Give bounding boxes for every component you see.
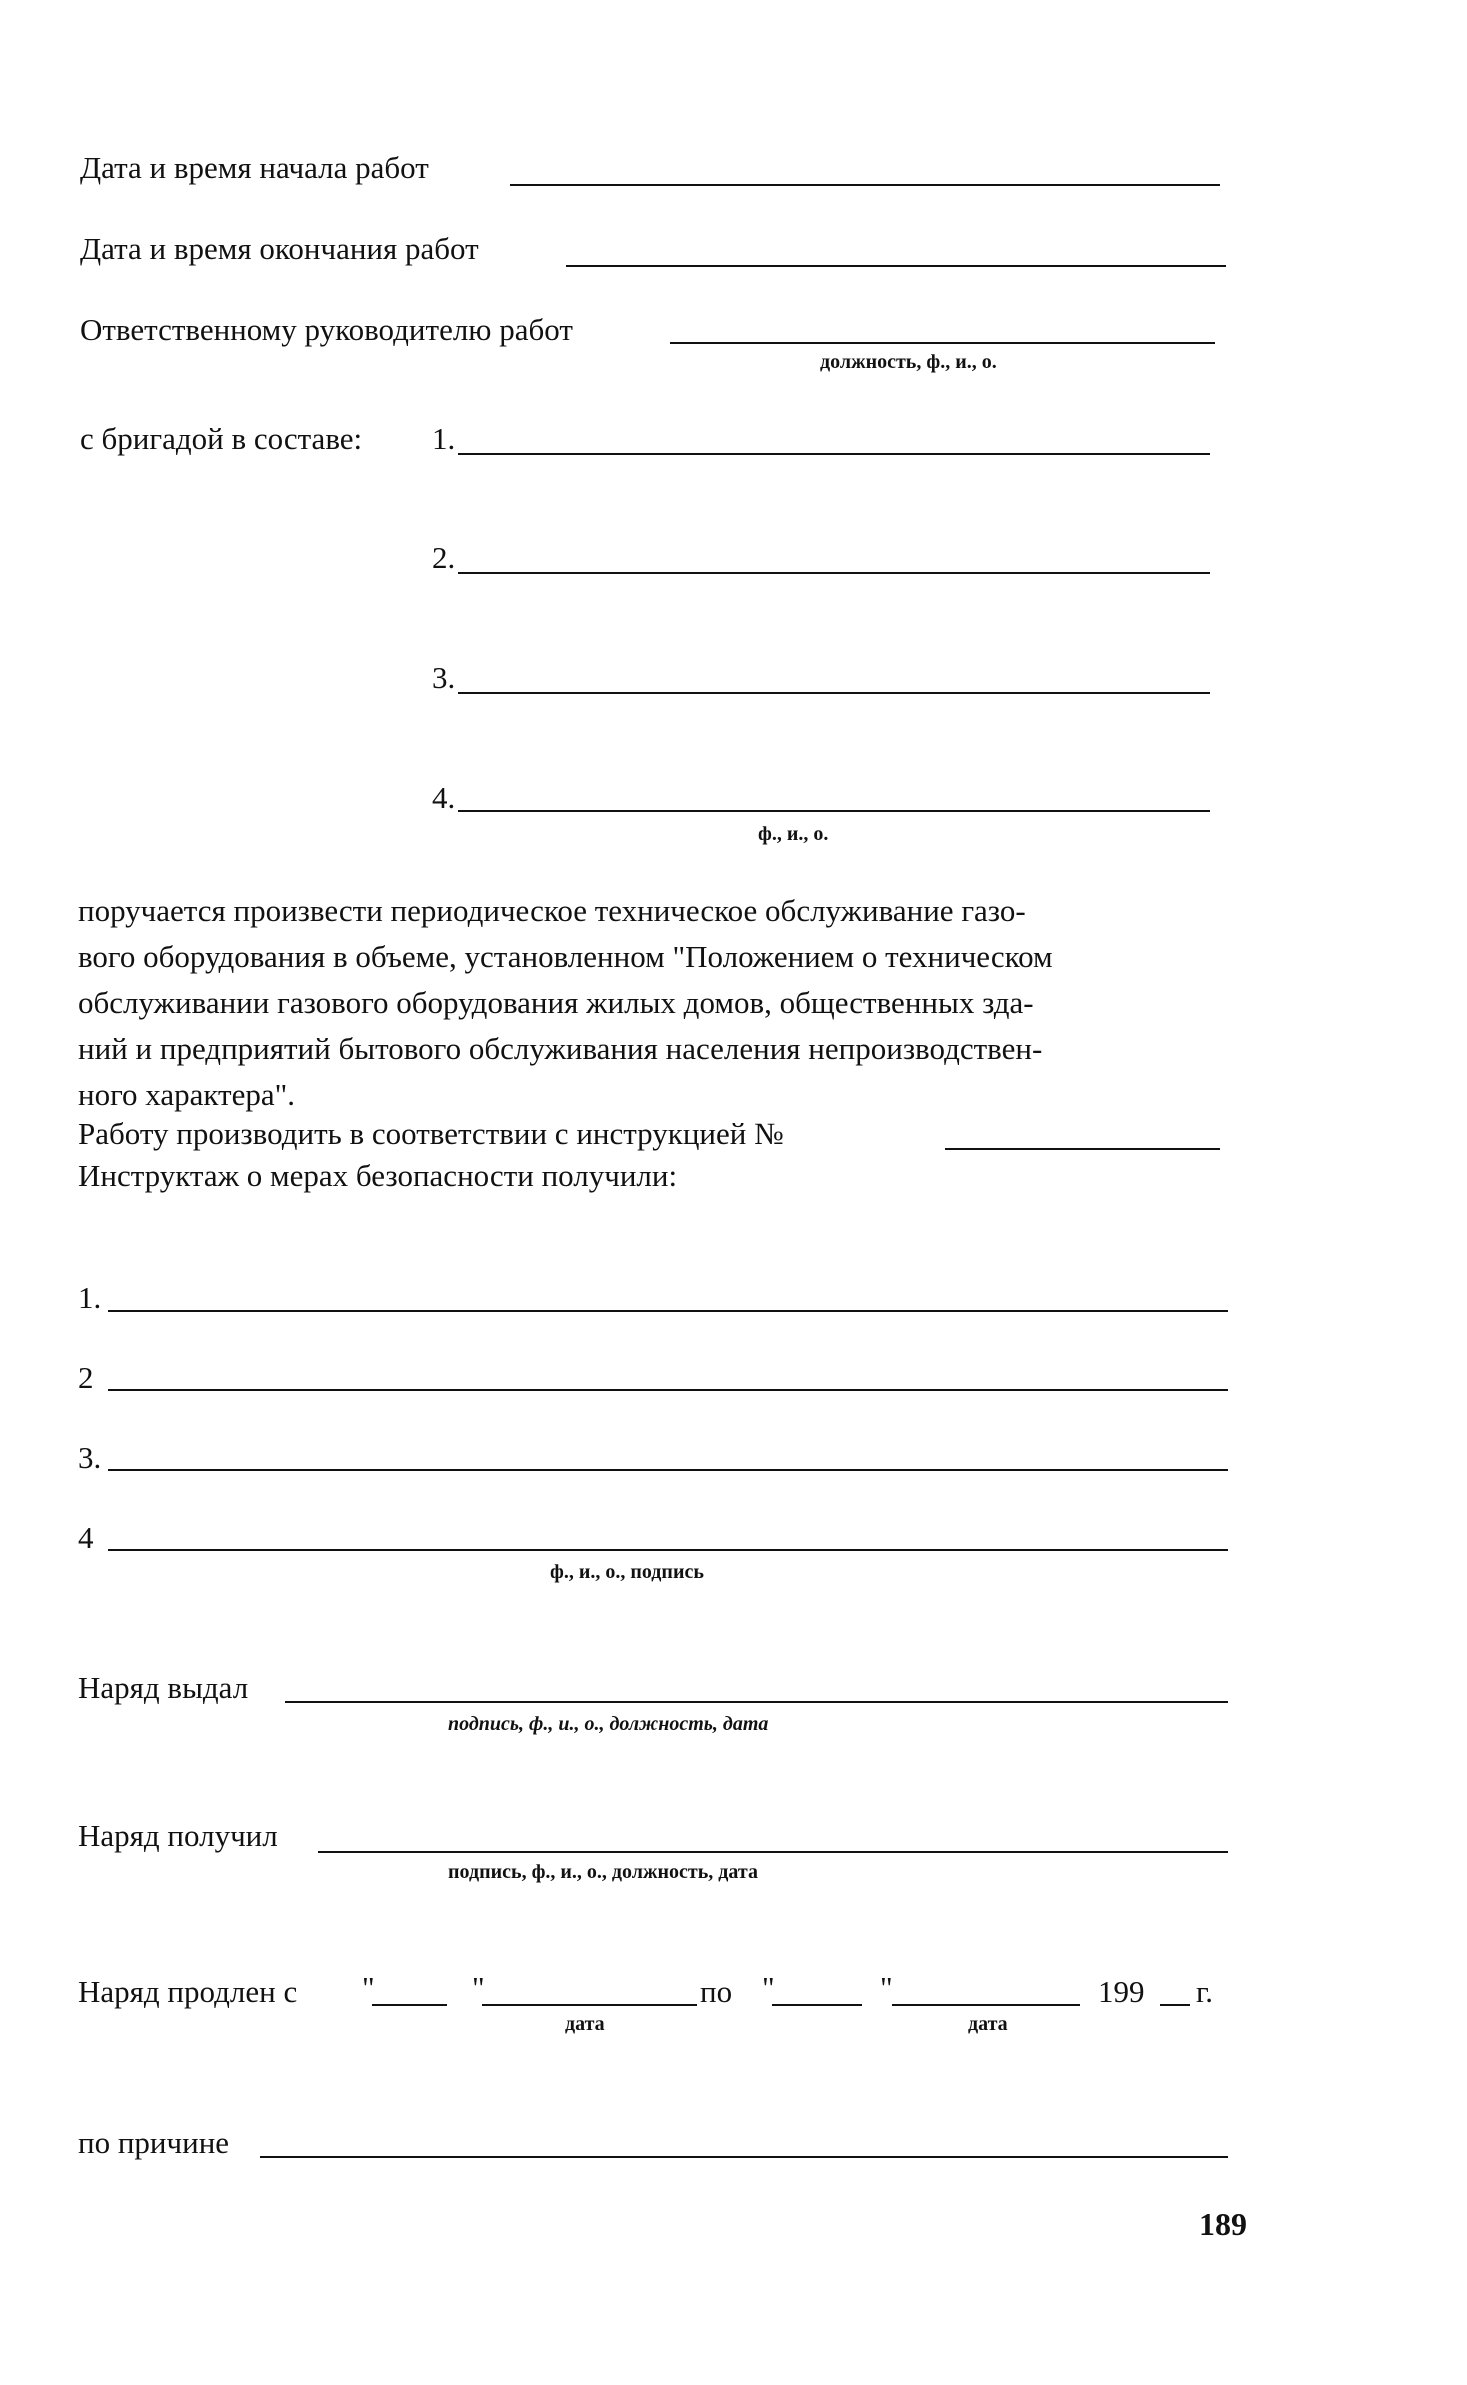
received-label: Наряд получил xyxy=(78,1818,278,1853)
brigade-number: 2. xyxy=(432,540,456,575)
quote-close: " xyxy=(880,1970,893,2005)
issued-label: Наряд выдал xyxy=(78,1670,249,1705)
year-label: 199 xyxy=(1098,1974,1145,2009)
issued-caption: подпись, ф., и., о., должность, дата xyxy=(448,1713,769,1735)
brigade-member-4-field[interactable] xyxy=(458,810,1210,812)
date-caption: дата xyxy=(565,2013,605,2035)
brigade-number: 4. xyxy=(432,780,456,815)
brigade-member-3-field[interactable] xyxy=(458,692,1210,694)
briefing-person-3-field[interactable] xyxy=(108,1469,1228,1471)
briefing-number: 4 xyxy=(78,1520,94,1555)
extended-from-month-field[interactable] xyxy=(482,2004,697,2006)
paragraph-line: вого оборудования в объеме, установленном "Положением о техническом xyxy=(78,939,1053,974)
brigade-member-1-field[interactable] xyxy=(458,453,1210,455)
instruction-label: Работу производить в соответствии с инструкцией № xyxy=(78,1116,784,1151)
briefing-number: 2 xyxy=(78,1360,94,1395)
responsible-field[interactable] xyxy=(670,342,1215,344)
brigade-caption: ф., и., о. xyxy=(758,823,829,845)
to-label: по xyxy=(700,1974,733,2009)
year-suffix: г. xyxy=(1196,1974,1213,2009)
received-caption: подпись, ф., и., о., должность, дата xyxy=(448,1861,758,1883)
reason-label: по причине xyxy=(78,2125,230,2160)
responsible-caption: должность, ф., и., о. xyxy=(820,351,997,373)
paragraph-line: ний и предприятий бытового обслуживания населения непроизводствен- xyxy=(78,1031,1043,1066)
end-datetime-field[interactable] xyxy=(566,265,1226,267)
reason-field[interactable] xyxy=(260,2156,1228,2158)
page-number: 189 xyxy=(1199,2206,1247,2242)
briefing-person-2-field[interactable] xyxy=(108,1389,1228,1391)
quote-open: " xyxy=(762,1970,775,2005)
paragraph-line: ного характера". xyxy=(78,1077,296,1112)
brigade-number: 1. xyxy=(432,421,456,456)
briefing-person-4-field[interactable] xyxy=(108,1549,1228,1551)
briefing-person-1-field[interactable] xyxy=(108,1310,1228,1312)
year-field[interactable] xyxy=(1160,2004,1190,2006)
brigade-member-2-field[interactable] xyxy=(458,572,1210,574)
quote-close: " xyxy=(472,1970,485,2005)
brigade-number: 3. xyxy=(432,660,456,695)
extended-from-day-field[interactable] xyxy=(372,2004,447,2006)
extended-label: Наряд продлен с xyxy=(78,1974,298,2009)
paragraph-line: обслуживании газового оборудования жилых домов, общественных зда- xyxy=(78,985,1034,1020)
extended-to-day-field[interactable] xyxy=(772,2004,862,2006)
quote-open: " xyxy=(362,1970,375,2005)
responsible-label: Ответственному руководителю работ xyxy=(80,312,573,347)
date-caption: дата xyxy=(968,2013,1008,2035)
briefing-number: 1. xyxy=(78,1280,102,1315)
brigade-label: с бригадой в составе: xyxy=(80,421,363,456)
start-datetime-label: Дата и время начала работ xyxy=(80,150,429,185)
issued-field[interactable] xyxy=(285,1701,1228,1703)
instruction-number-field[interactable] xyxy=(945,1148,1220,1150)
briefing-caption: ф., и., о., подпись xyxy=(550,1561,704,1583)
assignment-paragraph xyxy=(78,888,1253,1118)
extended-to-month-field[interactable] xyxy=(892,2004,1080,2006)
start-datetime-field[interactable] xyxy=(510,184,1220,186)
end-datetime-label: Дата и время окончания работ xyxy=(80,231,479,266)
paragraph-line: поручается произвести периодическое техническое обслуживание газо- xyxy=(78,893,1026,928)
briefing-number: 3. xyxy=(78,1440,102,1475)
briefing-label: Инструктаж о мерах безопасности получили: xyxy=(78,1158,678,1193)
received-field[interactable] xyxy=(318,1851,1228,1853)
